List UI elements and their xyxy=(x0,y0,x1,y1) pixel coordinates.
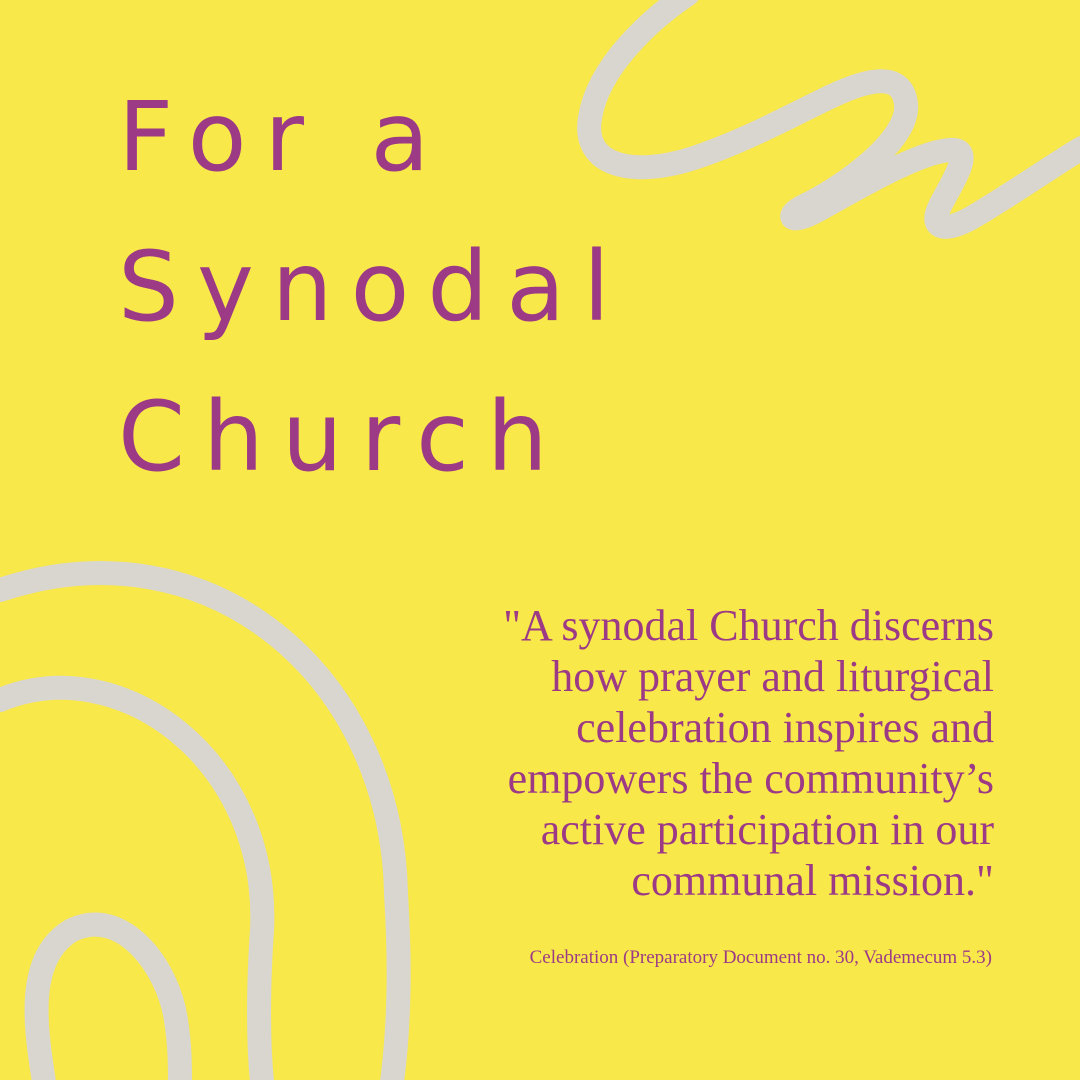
headline-line-1: For a xyxy=(118,81,448,193)
quote-line-6: communal mission." xyxy=(631,856,994,905)
quote-line-3: celebration inspires and xyxy=(576,703,994,752)
quote-text xyxy=(394,600,994,906)
quote-line-4: empowers the community’s xyxy=(507,754,994,803)
quote-line-1: "A synodal Church discerns xyxy=(503,601,994,650)
quote-line-5: active participation in our xyxy=(540,805,994,854)
headline-line-2: Synodal xyxy=(118,231,628,343)
headline-title xyxy=(118,62,738,512)
headline-line-3: Church xyxy=(118,381,566,493)
quote-line-2: how prayer and liturgical xyxy=(551,652,994,701)
quote-citation: Celebration (Preparatory Document no. 30, Vademecum 5.3) xyxy=(529,947,992,968)
